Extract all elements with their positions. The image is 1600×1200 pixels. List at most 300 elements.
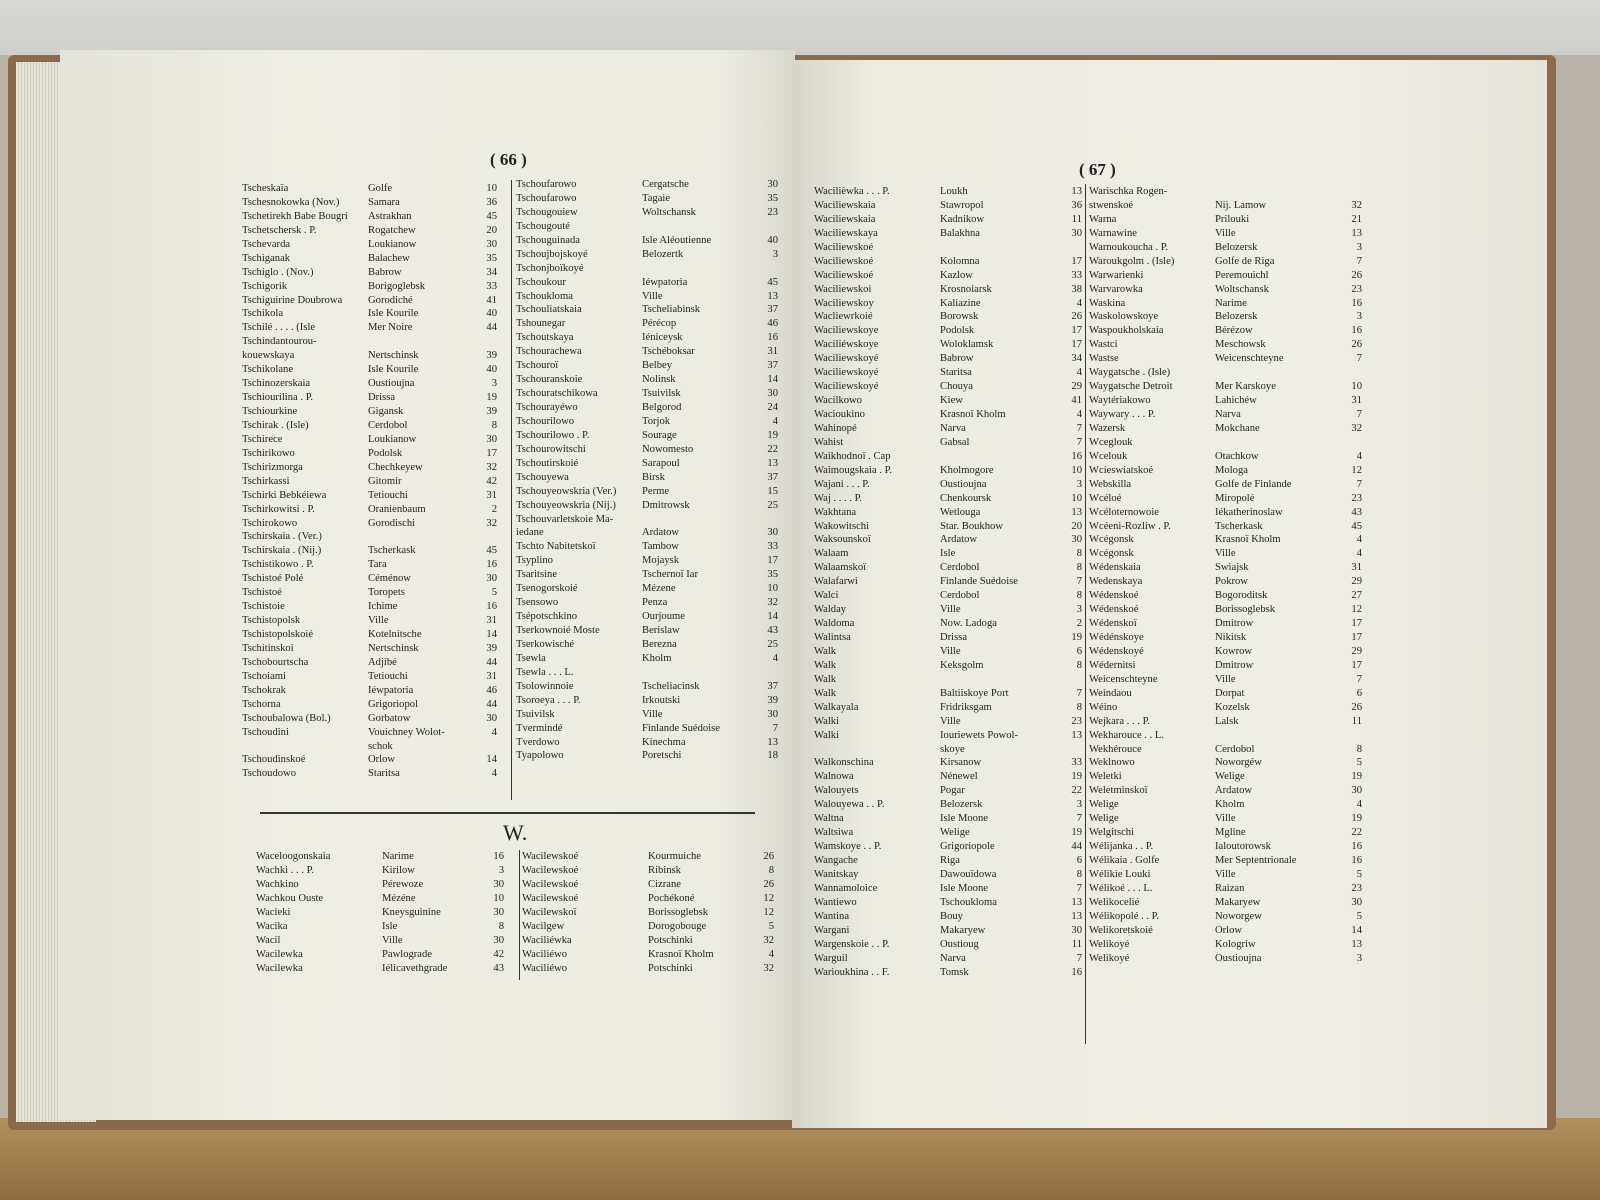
index-entry (242, 670, 497, 684)
entry-name: Tschoufarowo (516, 179, 577, 190)
entry-place (940, 241, 1066, 255)
entry-number: 32 (763, 934, 774, 946)
entry-place: Peremouichl (1215, 269, 1269, 281)
entry-place: Star. Boukhow (940, 520, 1003, 532)
entry-place: Mologa (1215, 464, 1248, 476)
entry-number (481, 740, 497, 754)
entry-name: Waltna (814, 813, 844, 825)
entry-place: schok (368, 740, 393, 752)
index-entry (1089, 659, 1362, 673)
index-entry (516, 554, 778, 568)
entry-name: Tschouyeowskria (Nij.) (516, 499, 616, 511)
index-entry (1089, 324, 1362, 338)
index-entry (814, 756, 1082, 770)
entry-name: iedane (516, 527, 544, 539)
entry-name: Wanitskay (814, 868, 859, 880)
entry-place: Belozersk (1215, 241, 1258, 253)
entry-name: Wédenskoé (1089, 590, 1139, 602)
entry-name: Tschourowitschi (516, 443, 586, 455)
entry-place: Loukh (940, 186, 968, 197)
entry-number: 29 (1351, 645, 1362, 657)
index-entry (516, 317, 778, 331)
index-entry (516, 387, 778, 401)
entry-name: Wacilewka (256, 962, 303, 974)
entry-place: Kozelsk (1215, 701, 1250, 713)
entry-place: Borigoglebsk (368, 280, 426, 292)
entry-number (1066, 673, 1082, 687)
entry-place: Gorbatow (368, 712, 411, 724)
entry-name: Warischka Rogen- (1089, 186, 1168, 197)
entry-name: Welgitschi (1089, 827, 1135, 839)
entry-number: 4 (772, 652, 778, 664)
entry-place: Pogar (940, 785, 965, 797)
entry-place: Babrow (368, 266, 402, 278)
entry-name: Welikoyé (1089, 938, 1130, 950)
index-entry (242, 238, 497, 252)
entry-number: 4 (772, 415, 778, 427)
entry-number: 40 (486, 364, 497, 376)
index-entry (1089, 826, 1362, 840)
entry-name: Tschiglo . (Nov.) (242, 266, 314, 278)
entry-name: Tschoutskaya (516, 332, 574, 344)
entry-number: 17 (767, 555, 778, 567)
entry-number: 37 (767, 304, 778, 316)
entry-name: Wannamoloice (814, 882, 878, 894)
entry-name: Tserkownoié Moste (516, 625, 600, 636)
entry-name: Tschilé . . . . (Isle (242, 322, 316, 334)
entry-place: Gitomir (368, 475, 402, 487)
index-entry (1089, 756, 1362, 770)
entry-name: Tschetschersk . P. (242, 224, 317, 236)
entry-place: Podolsk (368, 447, 403, 459)
entry-place: Chechkeyew (368, 461, 423, 473)
entry-place: Tomsk (940, 966, 969, 978)
entry-place: Welige (940, 827, 970, 839)
entry-name: Wélikie Louki (1089, 868, 1151, 880)
entry-place: Isle (940, 548, 956, 560)
entry-number: 13 (1071, 896, 1082, 908)
index-entry (1089, 450, 1362, 464)
entry-place: Dorogobouge (648, 920, 707, 932)
entry-name: Tverdowo (516, 736, 560, 748)
entry-number: 13 (1351, 938, 1362, 950)
w-column-divider (519, 850, 520, 980)
entry-name: Tschourachewa (516, 346, 582, 358)
entry-name: Waciliewskaya (814, 227, 878, 239)
entry-place: Wetlouga (940, 506, 981, 518)
index-entry (814, 840, 1082, 854)
entry-number: 16 (767, 332, 778, 344)
index-entry (242, 642, 497, 656)
entry-place: Pokrow (1215, 576, 1248, 588)
index-entry (814, 938, 1082, 952)
index-entry (522, 934, 774, 948)
entry-number (762, 262, 778, 276)
entry-name: Wceglouk (1089, 436, 1133, 448)
entry-name: Tschistopolskoié (242, 629, 314, 640)
entry-name: Wastse (1089, 353, 1119, 365)
entry-number: 3 (1076, 478, 1082, 490)
entry-number: 14 (1351, 924, 1362, 936)
entry-number (1346, 729, 1362, 743)
entry-name: Tschistopolsk (242, 615, 301, 627)
entry-number: 13 (767, 736, 778, 748)
index-entry (522, 850, 774, 864)
index-entry (1089, 924, 1362, 938)
entry-number: 32 (1351, 199, 1362, 211)
entry-name: Walaamskoï (814, 562, 867, 574)
entry-place: Kaliazine (940, 297, 981, 309)
entry-name: Welikocelié (1089, 896, 1140, 908)
entry-number: 39 (486, 350, 497, 362)
entry-place: Narime (382, 851, 414, 862)
entry-place: Dorpat (1215, 687, 1245, 699)
entry-number: 25 (767, 638, 778, 650)
entry-name: Tschoutirskoié (516, 457, 579, 469)
entry-number: 16 (486, 601, 497, 613)
entry-place: Kologriw (1215, 938, 1256, 950)
index-entry (242, 405, 497, 419)
entry-number: 31 (1351, 562, 1362, 574)
entry-name: Tvermindé (516, 722, 563, 734)
entry-name: Wélikopolé . . P. (1089, 910, 1160, 922)
entry-number: 40 (767, 234, 778, 246)
entry-name: Warwarienki (1089, 269, 1144, 281)
entry-place: Belbey (642, 360, 673, 372)
entry-number: 43 (1351, 506, 1362, 518)
entry-number: 6 (1356, 687, 1362, 699)
entry-name: Tschoudowo (242, 768, 296, 780)
entry-name: Tschto Nabitetskoï (516, 541, 596, 553)
entry-name: Waciliewskaia (814, 199, 876, 211)
index-entry (1089, 687, 1362, 701)
entry-number (1346, 185, 1362, 199)
entry-number: 4 (1076, 297, 1082, 309)
entry-name: Tsenogorskoié (516, 583, 578, 595)
entry-place: Penza (642, 597, 668, 609)
entry-name: Wacilewskoé (522, 892, 579, 904)
entry-name: Waciliewskoyé (814, 353, 879, 365)
index-entry (522, 948, 774, 962)
index-entry (1089, 617, 1362, 631)
entry-place: Borissoglebsk (648, 906, 709, 918)
entry-place (642, 220, 762, 234)
index-column-4 (1089, 185, 1362, 966)
entry-place: Samara (368, 196, 400, 208)
index-entry (1089, 185, 1362, 199)
entry-number: 8 (1076, 659, 1082, 671)
index-entry (1089, 492, 1362, 506)
entry-number: 26 (1351, 701, 1362, 713)
entry-number: 16 (493, 851, 504, 862)
index-entry (1089, 227, 1362, 241)
entry-place: Oustioujna (940, 478, 987, 490)
entry-place: Mer Karskoye (1215, 381, 1276, 393)
entry-name: Walouyewa . . P. (814, 799, 885, 811)
index-entry (516, 749, 778, 763)
index-entry (1089, 255, 1362, 269)
entry-number: 30 (1071, 534, 1082, 546)
entry-place: Tsuivilsk (642, 388, 681, 400)
entry-number: 5 (1356, 868, 1362, 880)
index-entry (1089, 547, 1362, 561)
index-entry (242, 196, 497, 210)
entry-place: Mer Septentrionale (1215, 855, 1297, 866)
index-entry (814, 283, 1082, 297)
entry-place: Poretschi (642, 750, 682, 762)
index-column-2 (516, 178, 778, 763)
entry-name: Tschobourtscha (242, 656, 309, 668)
entry-place: Welige (1215, 771, 1245, 783)
index-entry (516, 540, 778, 554)
entry-place: Mézéne (382, 892, 416, 904)
index-entry (516, 694, 778, 708)
entry-place: skoye (940, 743, 965, 755)
entry-name: Tschevarda (242, 238, 291, 250)
entry-number (1066, 743, 1082, 757)
index-entry (516, 638, 778, 652)
entry-place: Kneysguinine (382, 906, 441, 918)
entry-place: Isle Aléoutienne (642, 234, 712, 246)
entry-number: 44 (486, 322, 497, 334)
entry-number: 41 (1071, 395, 1082, 407)
entry-place: Irkoutski (642, 694, 681, 706)
entry-number: 39 (486, 406, 497, 417)
entry-name: Wacil (256, 934, 281, 946)
index-entry (1089, 269, 1362, 283)
index-entry (1089, 338, 1362, 352)
entry-number: 34 (486, 266, 497, 278)
index-entry (814, 603, 1082, 617)
entry-number: 6 (1076, 645, 1082, 657)
entry-place: Perme (642, 485, 670, 497)
index-entry (1089, 603, 1362, 617)
entry-name: Wédenskoé (1089, 604, 1139, 616)
entry-number: 7 (1076, 952, 1082, 964)
entry-name: Wacilgew (522, 920, 565, 932)
entry-place: Iéwpatoria (642, 276, 688, 288)
entry-name: Waciliewskoé (814, 255, 874, 267)
index-entry (814, 464, 1082, 478)
index-entry (522, 906, 774, 920)
entry-place: Kazlow (940, 269, 973, 281)
entry-place: Noworgew (1215, 910, 1262, 922)
index-entry (814, 506, 1082, 520)
entry-place: Borissoglebsk (1215, 604, 1276, 616)
entry-number: 3 (1076, 604, 1082, 616)
entry-place: Tschernoï Iar (642, 569, 699, 581)
entry-number: 13 (1351, 227, 1362, 239)
entry-name: Walki (814, 729, 840, 741)
entry-name: Tschesnokowka (Nov.) (242, 196, 340, 208)
entry-place: Tschoukloma (940, 896, 997, 908)
entry-place: Stawropol (940, 199, 984, 211)
entry-name: Tschoukour (516, 276, 566, 288)
index-entry (242, 349, 497, 363)
entry-number: 12 (763, 892, 774, 904)
entry-place: Birsk (642, 471, 665, 483)
entry-place: Golfe (368, 183, 393, 194)
entry-place: Belozersk (940, 799, 983, 811)
entry-place (1215, 366, 1346, 380)
entry-name: Tsyplino (516, 555, 553, 567)
entry-name: Tschouroï (516, 360, 559, 372)
entry-place: Nénewel (940, 771, 978, 783)
entry-name: Wélijanka . . P. (1089, 841, 1154, 853)
entry-number: 26 (763, 851, 774, 862)
entry-number: 35 (486, 252, 497, 264)
entry-place: Belgorod (642, 402, 682, 413)
entry-number: 8 (768, 864, 774, 876)
entry-name: Tschikola (242, 308, 284, 320)
entry-name: Walk (814, 659, 837, 671)
index-entry (242, 433, 497, 447)
index-entry (516, 415, 778, 429)
index-entry (516, 736, 778, 750)
entry-place: Kadnikow (940, 213, 985, 225)
index-entry (1089, 812, 1362, 826)
index-entry (516, 220, 778, 234)
entry-name: Wejkara . . . P. (1089, 715, 1150, 727)
entry-name: kouewskaya (242, 350, 295, 362)
entry-place: Kowrow (1215, 645, 1253, 657)
index-entry (516, 666, 778, 680)
entry-number: 22 (1071, 785, 1082, 797)
entry-number: 10 (486, 183, 497, 194)
entry-number: 13 (767, 457, 778, 469)
entry-name: Walnowa (814, 771, 854, 783)
entry-place: Kholmogore (940, 464, 994, 476)
entry-name: Tschirskaia . (Nij.) (242, 545, 322, 557)
entry-number (762, 513, 778, 527)
entry-name: Wacilkowo (814, 395, 862, 407)
entry-number: 10 (493, 892, 504, 904)
entry-place: Ville (368, 615, 389, 627)
index-entry (814, 924, 1082, 938)
entry-name: Tschoubalowa (Bol.) (242, 712, 331, 724)
index-entry (1089, 520, 1362, 534)
index-entry (516, 331, 778, 345)
entry-number: 31 (1351, 395, 1362, 407)
entry-number: 13 (1071, 910, 1082, 922)
entry-name: Wédernitsi (1089, 659, 1136, 671)
entry-name: Tschiganak (242, 252, 291, 264)
entry-name: Warnawine (1089, 227, 1137, 239)
index-entry (814, 589, 1082, 603)
entry-place: Lalsk (1215, 715, 1239, 727)
entry-number: 45 (1351, 520, 1362, 532)
index-entry (242, 600, 497, 614)
entry-name: Tschirikowo (242, 447, 295, 459)
entry-place: Ville (382, 934, 403, 946)
index-entry (814, 673, 1082, 687)
entry-name: Welikoretskoié (1089, 924, 1153, 936)
entry-number: 19 (1351, 813, 1362, 825)
entry-place: Finlande Suédoise (940, 576, 1018, 588)
entry-number: 22 (767, 443, 778, 455)
entry-name: Tsewla (516, 652, 546, 664)
index-entry (814, 561, 1082, 575)
entry-name: Wacioukino (814, 409, 865, 420)
entry-name: Tschoufarowo (516, 192, 577, 204)
entry-number: 11 (1071, 938, 1082, 950)
index-entry (814, 645, 1082, 659)
index-entry (516, 568, 778, 582)
entry-place: Narime (1215, 297, 1247, 309)
entry-name: Tschiguirine Doubrowa (242, 294, 343, 306)
entry-name: Warna (1089, 213, 1117, 225)
entry-number: 7 (1356, 255, 1362, 267)
entry-number: 7 (1356, 353, 1362, 365)
entry-place: Ville (940, 715, 961, 727)
entry-name: Waikhodnoï . Cap (814, 450, 891, 462)
entry-name: Walkonschina (814, 757, 874, 769)
entry-place: Drissa (940, 632, 968, 643)
entry-number: 16 (1351, 325, 1362, 337)
entry-name: Tschirece (242, 433, 283, 445)
entry-place: Weicenschteyne (1215, 353, 1284, 365)
entry-name: Wachki . . . P. (256, 864, 314, 876)
w-index-column-2 (522, 850, 774, 975)
index-entry (814, 269, 1082, 283)
entry-place: Ourjoume (642, 611, 685, 623)
w-index-column-1 (256, 850, 504, 975)
entry-number: 25 (767, 499, 778, 511)
entry-name: Walk (814, 673, 837, 685)
entry-number: 41 (486, 294, 497, 306)
entry-number: 35 (767, 569, 778, 581)
entry-name: Tschouranskoie (516, 374, 583, 386)
entry-place: Toropets (368, 587, 405, 599)
index-entry (522, 892, 774, 906)
entry-number: 30 (493, 906, 504, 918)
index-entry (814, 701, 1082, 715)
index-entry (814, 715, 1082, 729)
index-entry (516, 178, 778, 192)
index-entry (814, 854, 1082, 868)
entry-number: 5 (1356, 757, 1362, 769)
entry-number: 8 (1356, 743, 1362, 755)
entry-place: Iékatherinoslaw (1215, 506, 1283, 518)
entry-place: Miropolé (1215, 492, 1255, 504)
entry-name: Tserkowisché (516, 638, 575, 650)
entry-number: 8 (1076, 590, 1082, 602)
index-entry (1089, 352, 1362, 366)
entry-name: Wcelouk (1089, 450, 1128, 462)
entry-place: Balakhna (940, 227, 981, 239)
index-entry (814, 450, 1082, 464)
entry-number: 12 (1351, 464, 1362, 476)
index-entry (516, 485, 778, 499)
entry-name: Tschindantourou- (242, 336, 317, 348)
entry-place: Tetiouchi (368, 670, 408, 682)
entry-name: Waskina (1089, 297, 1126, 309)
entry-place: Mokchane (1215, 422, 1260, 434)
index-entry (814, 199, 1082, 213)
index-entry (522, 962, 774, 976)
index-entry (256, 892, 504, 906)
entry-number: 30 (1071, 924, 1082, 936)
entry-place: Kourmuiche (648, 851, 701, 862)
index-entry (242, 753, 497, 767)
entry-number: 33 (1071, 757, 1082, 769)
entry-number: 30 (1351, 785, 1362, 797)
entry-number: 46 (767, 318, 778, 330)
entry-number: 45 (486, 210, 497, 222)
index-entry (1089, 464, 1362, 478)
index-entry (242, 767, 497, 781)
index-entry (1089, 380, 1362, 394)
